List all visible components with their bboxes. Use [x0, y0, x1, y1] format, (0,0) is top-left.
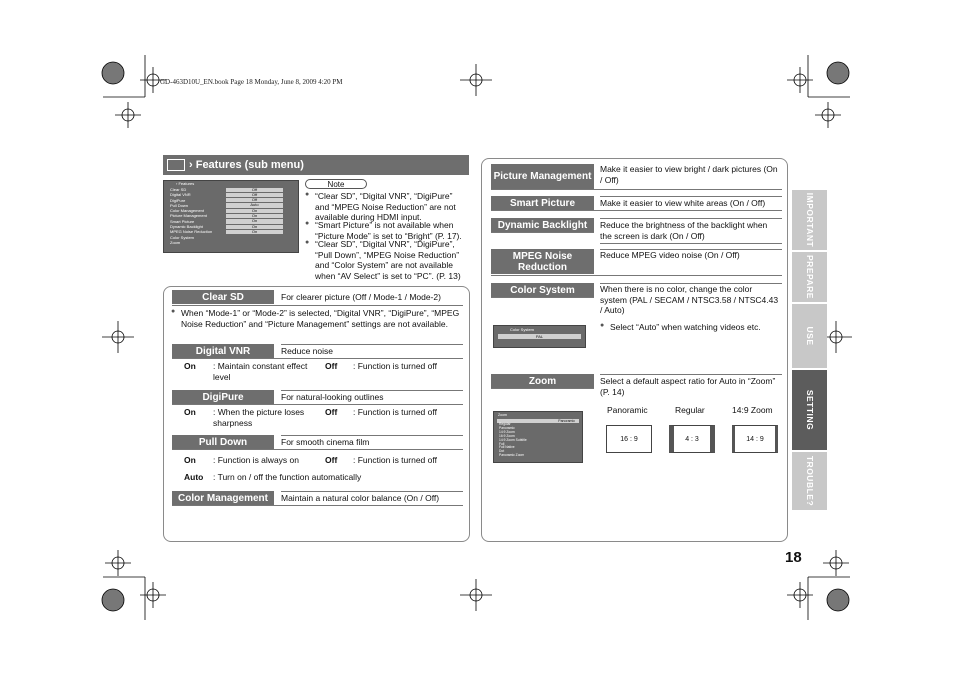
digital-vnr-label: Digital VNR	[172, 344, 274, 358]
note-item: ● “Clear SD”, “Digital VNR”, “DigiPure”, “Pull Down”, “MPEG Noise Reduction” and “Color System” are not available when “AV Select” is set to “PC”. (P. 13)	[305, 239, 467, 282]
dynamic-backlight-desc: Reduce the brightness of the backlight when the screen is dark (On / Off)	[600, 220, 768, 241]
note-label: Note	[305, 179, 367, 189]
aspect-label-panoramic: Panoramic	[607, 405, 648, 415]
clear-sd-label: Clear SD	[172, 290, 274, 304]
zoom-desc: Select a default aspect ratio for Auto in “Zoom” (P. 14)	[600, 376, 776, 397]
pull-down-label: Pull Down	[172, 435, 274, 449]
color-system-osd: Color System PAL	[493, 325, 586, 348]
clear-sd-bullet: ● When “Mode-1” or “Mode-2” is selected, “Digital VNR”, “DigiPure”, “MPEG Noise Reduction” and “Picture Management” settings are not available.	[171, 308, 461, 329]
section-title: › Features (sub menu)	[189, 159, 304, 171]
tab-use[interactable]: USE	[792, 304, 827, 368]
smart-picture-desc: Make it easier to view white areas (On / Off)	[600, 198, 766, 208]
color-management-desc: Maintain a natural color balance (On / Off)	[281, 493, 440, 503]
color-management-label: Color Management	[172, 491, 274, 505]
digipure-label: DigiPure	[172, 390, 274, 404]
osd-title: › Features	[176, 181, 195, 186]
tab-important[interactable]: IMPORTANT	[792, 190, 827, 250]
aspect-box-4-3: 4 : 3	[669, 425, 715, 453]
section-title-bar	[163, 155, 469, 175]
aspect-box-16-9: 16 : 9	[606, 425, 652, 453]
features-osd-screen: › Features Clear SD Off Digital VNR Off DigiPure Off Pull Down Auto Color Management On Picture Management On Smart Picture On Dynamic Backlight On MPEG Noise Reduction On Color System Zoom	[163, 180, 299, 253]
page-number: 18	[785, 549, 802, 566]
color-system-bullet: ● Select “Auto” when watching videos etc.	[600, 322, 782, 333]
zoom-label: Zoom	[491, 374, 594, 388]
digital-vnr-desc: Reduce noise	[281, 346, 333, 356]
right-features-panel	[481, 158, 788, 542]
picture-management-label: Picture Management	[491, 164, 594, 189]
clear-sd-desc: For clearer picture (Off / Mode-1 / Mode-2)	[281, 292, 441, 302]
pull-down-desc: For smooth cinema film	[281, 437, 370, 447]
smart-picture-label: Smart Picture	[491, 196, 594, 210]
file-header: GD-463D10U_EN.book Page 18 Monday, June 8, 2009 4:20 PM	[160, 78, 343, 86]
tab-setting[interactable]: SETTING	[792, 370, 827, 450]
tab-trouble[interactable]: TROUBLE?	[792, 452, 827, 510]
note-item: ● “Clear SD”, “Digital VNR”, “DigiPure” and “MPEG Noise Reduction” are not available during HDMI input.	[305, 191, 467, 223]
note-item: ● “Smart Picture” is not available when “Picture Mode” is set to “Bright” (P. 17).	[305, 220, 467, 241]
digipure-desc: For natural-looking outlines	[281, 392, 384, 402]
tab-prepare[interactable]: PREPARE	[792, 252, 827, 302]
registration-target-icon	[102, 62, 124, 84]
picture-management-desc: Make it easier to view bright / dark pictures (On / Off)	[600, 164, 778, 185]
color-system-label: Color System	[491, 283, 594, 297]
zoom-osd: Zoom Panoramic Regular Panoramic 14:9 Zoom 16:9 Zoom 14:9 Zoom Subtitle Full Full Native Dot Panoramic Zoom	[493, 411, 583, 463]
features-menu-icon	[167, 159, 185, 171]
aspect-label-14-9-zoom: 14:9 Zoom	[732, 405, 773, 415]
dynamic-backlight-label: Dynamic Backlight	[491, 218, 594, 232]
aspect-label-regular: Regular	[675, 405, 705, 415]
mpeg-noise-reduction-desc: Reduce MPEG video noise (On / Off)	[600, 250, 740, 260]
aspect-box-14-9: 14 : 9	[732, 425, 778, 453]
color-system-desc: When there is no color, change the color system (PAL / SECAM / NTSC3.58 / NTSC4.43 / Auto)	[600, 284, 779, 316]
mpeg-noise-reduction-label: MPEG Noise Reduction	[491, 249, 594, 274]
